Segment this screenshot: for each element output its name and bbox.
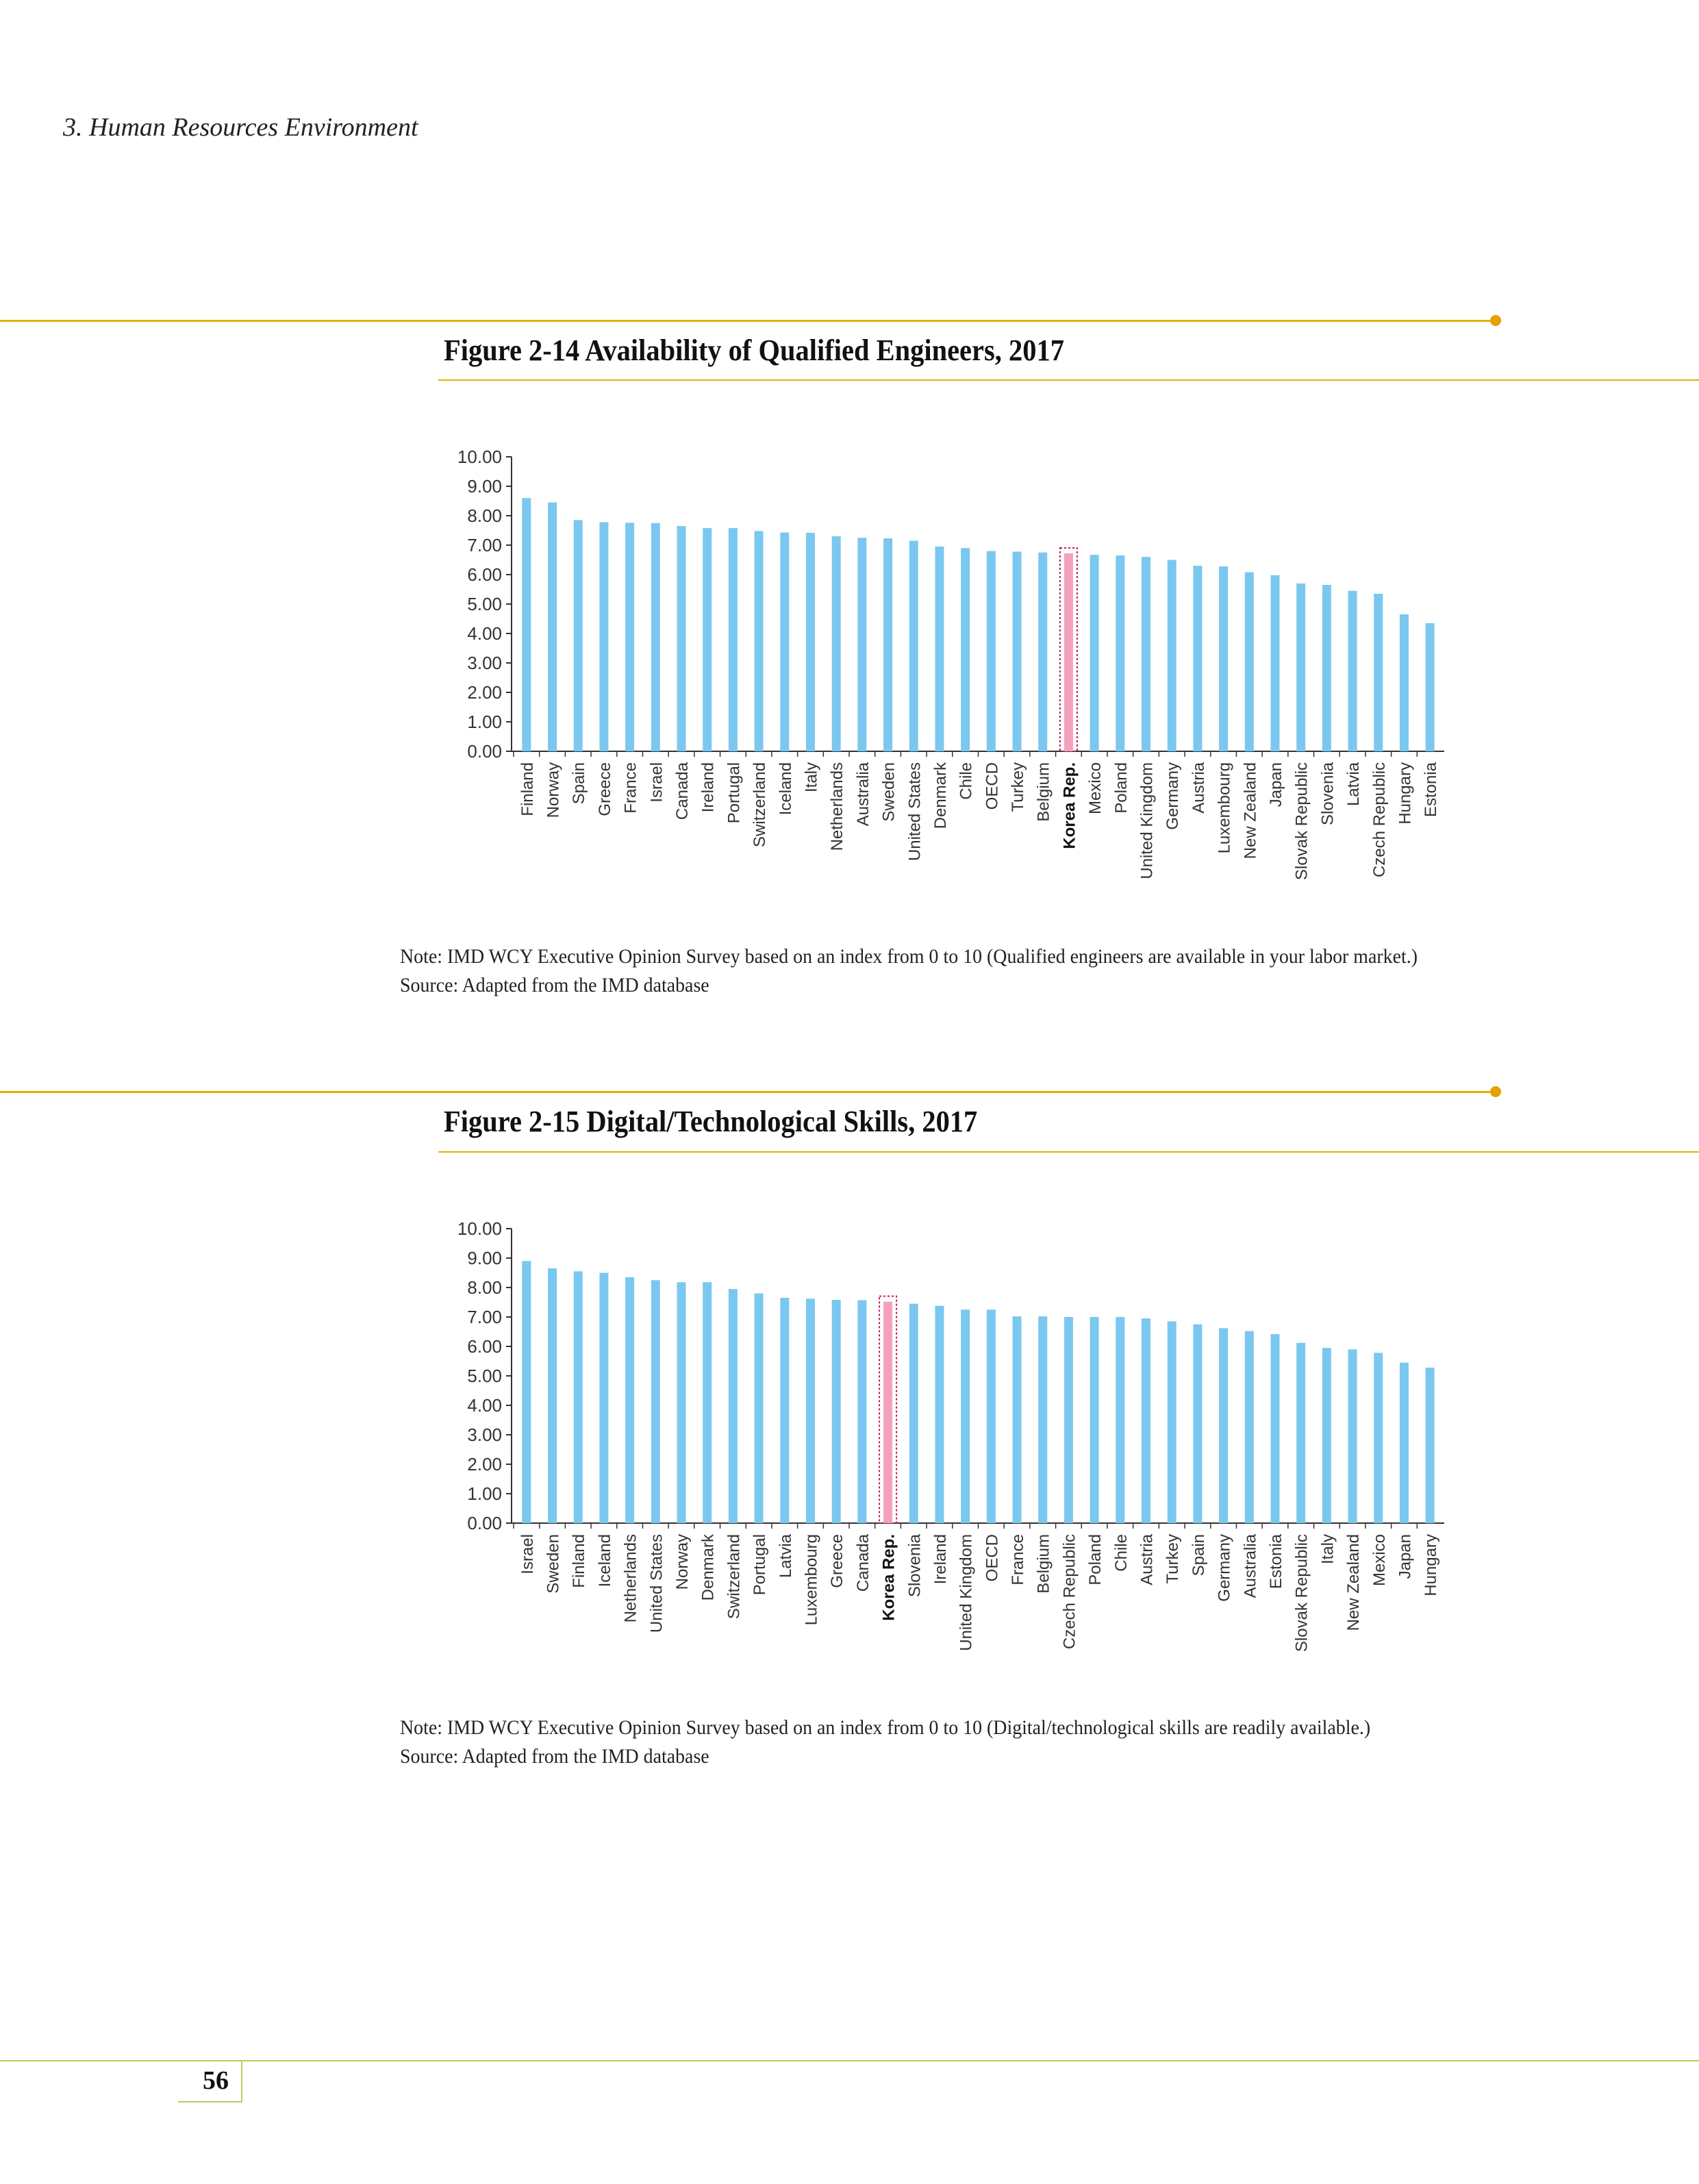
figure-note-1	[400, 942, 1418, 1000]
bar	[935, 547, 944, 751]
figure-title-1: Figure 2-14 Availability of Qualified Engineers, 2017	[444, 334, 1064, 367]
bar	[599, 522, 608, 751]
bars	[522, 1261, 1434, 1523]
x-tick-label: Switzerland	[751, 762, 770, 848]
x-tick-label: Israel	[647, 762, 666, 803]
bar	[1322, 1348, 1331, 1523]
x-tick-label: Denmark	[931, 762, 950, 829]
bar	[883, 538, 892, 751]
bar	[1142, 1318, 1150, 1523]
x-tick-label: Mexico	[1370, 1534, 1389, 1587]
x-tick-label: Czech Republic	[1060, 1534, 1079, 1650]
note-text-1: Note: IMD WCY Executive Opinion Survey based on an index from 0 to 10 (Qualified engineers are available in your labor market.)	[400, 945, 1418, 968]
x-tick-label: Portugal	[751, 1534, 770, 1596]
bar	[1168, 560, 1176, 752]
x-tick-label: Chile	[957, 762, 976, 800]
bar	[548, 503, 557, 751]
bar	[987, 1309, 996, 1523]
y-tick-label: 9.00	[467, 476, 502, 497]
bar	[935, 1306, 944, 1523]
x-tick-label: Spain	[570, 762, 589, 805]
note-text-2: Note: IMD WCY Executive Opinion Survey based on an index from 0 to 10 (Digital/technological skills are readily available.)	[400, 1716, 1371, 1739]
y-tick-label: 5.00	[467, 1366, 502, 1386]
bar	[1116, 1317, 1124, 1523]
bar	[909, 541, 918, 751]
footer-rule	[0, 2060, 1699, 2061]
x-tick-label: New Zealand	[1344, 1534, 1363, 1631]
x-tick-label: Germany	[1215, 1534, 1234, 1602]
y-tick-label: 0.00	[467, 1513, 502, 1533]
bar	[1193, 1325, 1202, 1523]
x-tick-label: Slovenia	[1318, 762, 1337, 826]
y-tick-label: 3.00	[467, 1424, 502, 1445]
section-rule-dot-1	[1490, 315, 1501, 326]
bar	[651, 1280, 660, 1523]
x-tick-label: Belgium	[1034, 1534, 1053, 1594]
x-tick-label: Denmark	[699, 1534, 718, 1601]
y-tick-label: 9.00	[467, 1248, 502, 1268]
bar	[1064, 1317, 1073, 1523]
bar	[1168, 1321, 1176, 1523]
bar	[1322, 585, 1331, 751]
x-tick-label: Korea Rep.	[1060, 762, 1079, 849]
bar	[1374, 1353, 1383, 1523]
bar	[1245, 1331, 1254, 1523]
bar	[987, 551, 996, 751]
bar	[1038, 1316, 1047, 1523]
running-head: 3. Human Resources Environment	[63, 113, 418, 142]
x-tick-label: Canada	[853, 1534, 872, 1592]
x-tick-label: Belgium	[1034, 762, 1053, 822]
bar	[1296, 1343, 1305, 1523]
x-tick-label: Slovenia	[905, 1534, 924, 1598]
x-tick-label: Estonia	[1422, 762, 1441, 818]
source-text-1: Source: Adapted from the IMD database	[400, 974, 709, 996]
y-tick-label: 7.00	[467, 1307, 502, 1327]
section-rule-dot-2	[1490, 1086, 1501, 1097]
bar	[1270, 1334, 1279, 1523]
x-tick-label: Norway	[544, 762, 563, 818]
bar	[806, 1298, 815, 1523]
bar	[780, 1298, 789, 1523]
x-tick-label: United States	[905, 762, 924, 862]
x-tick-label: Turkey	[1163, 1534, 1183, 1584]
x-tick-label: Latvia	[776, 1534, 795, 1579]
bar	[729, 1289, 738, 1523]
bar	[599, 1273, 608, 1524]
x-tick-label: United States	[647, 1534, 666, 1633]
y-tick-label: 10.00	[457, 447, 502, 467]
x-tick-label: Greece	[828, 1534, 847, 1588]
x-tick-label: Mexico	[1086, 762, 1105, 815]
bar	[1426, 1368, 1435, 1523]
chart-digital-skills	[431, 1210, 1459, 1676]
x-tick-label: Israel	[518, 1534, 537, 1574]
bar	[832, 1300, 841, 1523]
x-tick-label: Turkey	[1009, 762, 1028, 812]
page-number: 56	[203, 2066, 229, 2095]
x-tick-label: Poland	[1086, 1534, 1105, 1585]
figure-title-2: Figure 2-15 Digital/Technological Skills, 2017	[444, 1105, 978, 1138]
x-tick-label: Luxembourg	[802, 1534, 821, 1626]
bar	[651, 523, 660, 751]
y-tick-label: 6.00	[467, 564, 502, 585]
x-tick-label: Iceland	[776, 762, 795, 816]
bar	[729, 528, 738, 751]
bar	[625, 523, 634, 751]
bar	[806, 533, 815, 751]
x-tick-label: Austria	[1189, 762, 1208, 814]
bar	[1090, 1317, 1099, 1523]
y-tick-label: 4.00	[467, 1395, 502, 1416]
bar	[1038, 553, 1047, 751]
x-tick-label: Greece	[595, 762, 614, 816]
y-tick-label: 2.00	[467, 1454, 502, 1474]
x-tick-label: Italy	[1318, 1534, 1337, 1565]
bar	[1426, 623, 1435, 751]
y-tick-label: 7.00	[467, 535, 502, 555]
x-tick-label: Japan	[1266, 762, 1285, 807]
chart-availability-engineers	[431, 438, 1459, 904]
title-underline-1	[438, 379, 1699, 381]
bar	[961, 548, 970, 751]
bar	[857, 538, 866, 751]
bar	[1348, 1349, 1357, 1523]
x-tick-label: Italy	[802, 762, 821, 793]
bar	[574, 1271, 583, 1523]
bar-highlight	[883, 1302, 892, 1523]
y-axis	[457, 447, 512, 762]
bar-highlight	[1064, 553, 1073, 751]
bar	[1296, 583, 1305, 751]
bar	[780, 533, 789, 751]
bar	[1348, 591, 1357, 751]
y-axis	[457, 1218, 512, 1533]
bar	[522, 1261, 531, 1523]
x-tick-label: United Kingdom	[957, 1534, 976, 1651]
bar	[1142, 557, 1150, 751]
section-rule-top-2	[0, 1091, 1494, 1093]
x-tick-label: Luxembourg	[1215, 762, 1234, 854]
bar	[677, 526, 686, 751]
x-tick-label: Sweden	[544, 1534, 563, 1594]
bars	[522, 498, 1434, 751]
bar	[1219, 1328, 1228, 1523]
x-tick-label: Czech Republic	[1370, 762, 1389, 878]
x-tick-label: Japan	[1396, 1534, 1415, 1579]
x-tick-label: Hungary	[1422, 1534, 1441, 1596]
bar	[1219, 566, 1228, 751]
bar	[1270, 575, 1279, 751]
bar	[1013, 1316, 1022, 1523]
bar	[548, 1268, 557, 1523]
x-tick-label: OECD	[983, 1534, 1002, 1582]
x-tick-label: Finland	[570, 1534, 589, 1588]
bar	[677, 1282, 686, 1523]
bar	[1400, 1363, 1409, 1523]
x-tick-label: France	[621, 762, 640, 814]
section-rule-top-1	[0, 320, 1494, 322]
bar	[574, 520, 583, 751]
bar	[1193, 566, 1202, 751]
x-tick-label: Ireland	[699, 762, 718, 813]
y-tick-label: 1.00	[467, 712, 502, 732]
x-tick-label: Iceland	[595, 1534, 614, 1587]
x-tick-label: Slovak Republic	[1292, 762, 1311, 881]
x-tick-label: Ireland	[931, 1534, 950, 1585]
x-tick-label: Netherlands	[621, 1534, 640, 1623]
y-tick-label: 5.00	[467, 594, 502, 614]
x-tick-label: Slovak Republic	[1292, 1534, 1311, 1653]
x-tick-label: Finland	[518, 762, 537, 816]
x-tick-label: New Zealand	[1241, 762, 1260, 859]
x-tick-label: France	[1009, 1534, 1028, 1585]
x-tick-label: Spain	[1189, 1534, 1208, 1577]
x-tick-label: Estonia	[1266, 1534, 1285, 1590]
x-tick-label: Portugal	[725, 762, 744, 824]
x-tick-label: Hungary	[1396, 762, 1415, 825]
bar	[522, 498, 531, 751]
bar	[1245, 573, 1254, 751]
bar	[625, 1277, 634, 1523]
y-tick-label: 10.00	[457, 1218, 502, 1239]
y-tick-label: 6.00	[467, 1336, 502, 1357]
bar	[755, 1294, 764, 1523]
y-tick-label: 8.00	[467, 505, 502, 526]
bar	[1374, 594, 1383, 751]
bar	[703, 1282, 712, 1523]
bar	[857, 1300, 866, 1523]
bar	[1090, 555, 1099, 751]
source-text-2: Source: Adapted from the IMD database	[400, 1745, 709, 1768]
x-tick-label: OECD	[983, 762, 1002, 810]
bar	[832, 536, 841, 751]
x-tick-label: Canada	[673, 762, 692, 820]
x-tick-label: Switzerland	[725, 1534, 744, 1620]
x-tick-label: Chile	[1111, 1534, 1131, 1572]
x-tick-label: Korea Rep.	[879, 1534, 898, 1621]
bar	[755, 531, 764, 751]
y-tick-label: 1.00	[467, 1483, 502, 1504]
bar	[1116, 555, 1124, 751]
y-tick-label: 8.00	[467, 1277, 502, 1298]
title-underline-2	[438, 1151, 1699, 1153]
x-tick-label: Australia	[853, 762, 872, 827]
x-tick-label: Australia	[1241, 1534, 1260, 1598]
y-tick-label: 3.00	[467, 653, 502, 673]
bar	[909, 1304, 918, 1523]
x-tick-label: Germany	[1163, 762, 1183, 830]
y-tick-label: 4.00	[467, 623, 502, 644]
bar	[961, 1309, 970, 1523]
x-tick-label: Sweden	[879, 762, 898, 822]
x-tick-label: Norway	[673, 1534, 692, 1590]
x-tick-label: Latvia	[1344, 762, 1363, 807]
y-tick-label: 2.00	[467, 682, 502, 703]
bar	[1013, 551, 1022, 751]
x-tick-label: Austria	[1137, 1534, 1157, 1585]
y-tick-label: 0.00	[467, 741, 502, 762]
x-tick-label: Netherlands	[828, 762, 847, 851]
figure-note-2	[400, 1714, 1370, 1771]
bar	[703, 528, 712, 751]
x-tick-label: United Kingdom	[1137, 762, 1157, 879]
x-tick-label: Poland	[1111, 762, 1131, 814]
bar	[1400, 614, 1409, 751]
